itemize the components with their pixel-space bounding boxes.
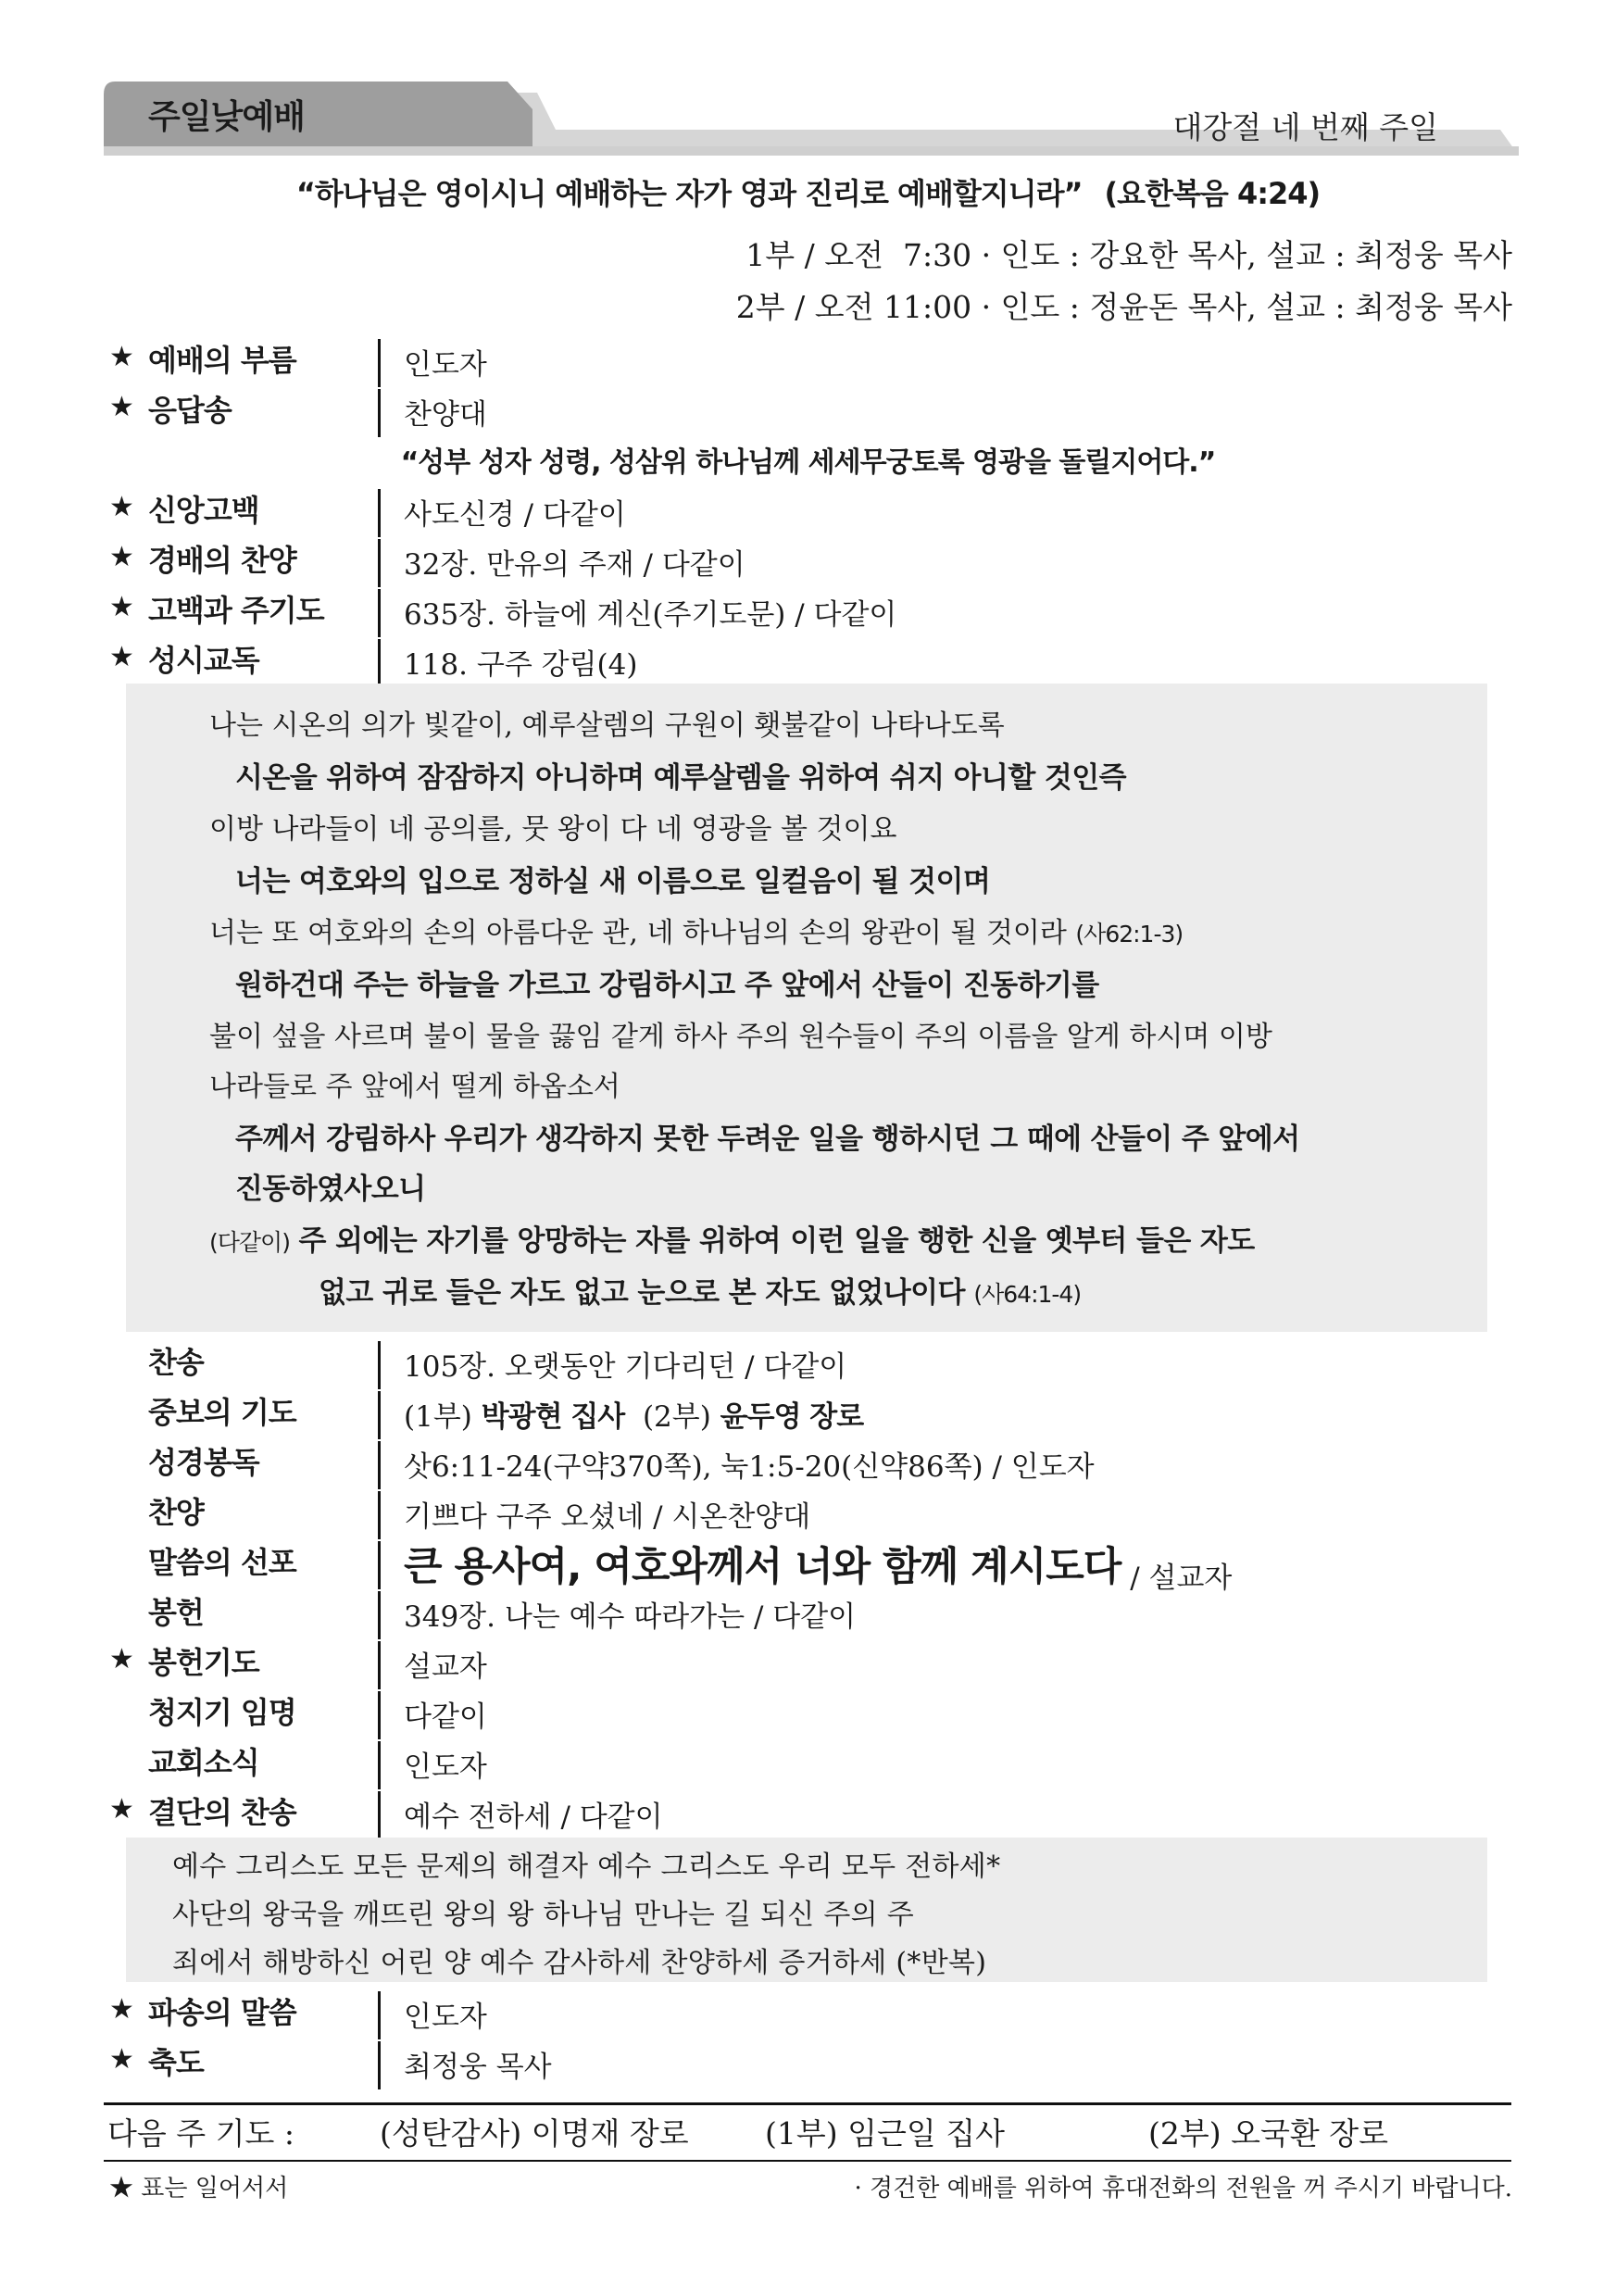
reading-text: 없고 귀로 들은 자도 없고 눈으로 본 자도 없었나이다 [319,1276,965,1310]
order-value: 다같이 [404,1700,487,1734]
footer-rule-bottom [104,2160,1511,2162]
order-row [109,1789,1517,1839]
order-label: 청지기 임명 [148,1695,296,1730]
service-2: 2부 / 오전 11:00 · 인도 : 정윤돈 목사, 설교 : 최정웅 목사 [735,289,1512,325]
star-icon: ★ [109,391,134,423]
intercessor-service-1: (1부) [404,1400,482,1434]
order-label: 축도 [148,2045,204,2080]
reading-unison-line [319,1269,1081,1311]
order-row [109,387,1517,437]
order-value: 예수 전하세 / 다같이 [404,1800,663,1834]
reading-leader-line: 불이 섶을 사르며 불이 물을 끓임 같게 하사 주의 원수들이 주의 이름을 알게 하시며 이방 [209,1021,1272,1053]
next-week-label: 다음 주 기도 : [107,2115,294,2152]
order-row [109,1489,1517,1539]
order-value: 최정웅 목사 [404,2051,552,2084]
order-label: 찬송 [148,1345,204,1380]
order-label: 예배의 부름 [148,343,296,378]
star-icon: ★ [109,491,134,523]
hymn-line: 죄에서 해방하신 어린 양 예수 감사하세 찬양하세 증거하세 (*반복) [172,1947,987,1979]
intercessor-1: 박광현 집사 [481,1400,625,1434]
verse-text: “하나님은 영이시니 예배하는 자가 영과 진리로 예배할지니라” [295,176,1083,211]
theme-verse [0,170,1616,213]
reading-congregation-line: 시온을 위하여 잠잠하지 아니하며 예루살렘을 위하여 쉬지 아니할 것인즉 [235,761,1126,795]
order-row [109,1739,1517,1789]
gloria-patri: “성부 성자 성령, 성삼위 하나님께 세세무궁토록 영광을 돌릴지어다.” [400,446,1216,479]
reading-congregation-line: 너는 여호와의 입으로 정하실 새 이름으로 일컬음이 될 것이며 [235,865,991,898]
reading-leader-line: 나라들로 주 앞에서 떨게 하옵소서 [209,1071,620,1103]
stand-note: ★ 표는 일어서서 [109,2175,289,2202]
order-label: 교회소식 [148,1745,259,1780]
hymn-line: 사단의 왕국을 깨뜨린 왕의 왕 하나님 만나는 길 되신 주의 주 [172,1899,915,1931]
divider [378,639,381,687]
divider [378,339,381,387]
phone-note: · 경건한 예배를 위하여 휴대전화의 전원을 꺼 주시기 바랍니다. [854,2175,1512,2202]
liturgical-week: 대강절 네 번째 주일 [1172,109,1438,145]
order-row [109,1439,1517,1489]
reading-leader-line: 나는 시온의 의가 빛같이, 예루살렘의 구원이 횃불같이 나타나도록 [209,709,1005,742]
star-icon: ★ [109,541,134,573]
order-value: 찬양대 [404,398,487,432]
order-value: 인도자 [404,1750,487,1784]
divider [378,1591,381,1639]
reading-leader-line [209,910,1183,950]
reading-unison-line [209,1217,1255,1259]
divider [378,1441,381,1489]
order-row [109,587,1517,637]
order-row [109,1389,1517,1439]
star-icon: ★ [109,2043,134,2076]
reading-citation: (사64:1-4) [973,1281,1082,1308]
order-value: 105장. 오랫동안 기다리던 / 다같이 [404,1350,847,1384]
page-title: 주일낮예배 [148,98,305,136]
order-value: 사도신경 / 다같이 [404,498,626,532]
order-value: 32장. 만유의 주재 / 다같이 [404,548,745,582]
reading-congregation-line: 원하건대 주는 하늘을 가르고 강림하시고 주 앞에서 산들이 진동하기를 [235,969,1099,1002]
star-icon: ★ [109,641,134,673]
order-row [109,1339,1517,1389]
verse-reference: (요한복음 4:24) [1104,176,1321,211]
divider [378,1991,381,2039]
order-label: 파송의 말씀 [148,1995,296,2030]
order-value [404,1393,863,1435]
order-label: 찬양 [148,1495,204,1530]
divider [378,1791,381,1839]
reading-text: 너는 또 여호와의 손의 아름다운 관, 네 하나님의 손의 왕관이 될 것이라 [209,917,1067,949]
order-label: 중보의 기도 [148,1395,296,1430]
order-row [109,637,1517,687]
reading-text: 주 외에는 자기를 앙망하는 자를 위하여 이런 일을 행한 신을 옛부터 들은 자도 [298,1224,1255,1258]
next-week-second-service: (2부) 오국환 장로 [1148,2115,1388,2152]
divider [378,1691,381,1739]
order-label: 신앙고백 [148,493,259,528]
star-icon: ★ [109,341,134,373]
order-label: 응답송 [148,393,232,428]
order-row [109,337,1517,387]
reading-congregation-line: 진동하였사오니 [235,1173,426,1206]
sermon-title: 큰 용사여, 여호와께서 너와 함께 계시도다 [404,1544,1121,1590]
order-label: 결단의 찬송 [148,1795,296,1830]
intercessor-service-2: (2부) [624,1400,720,1434]
next-week-first-service: (1부) 임근일 집사 [765,2115,1005,2152]
divider [378,589,381,637]
intercessor-2: 윤두영 장로 [720,1400,864,1434]
order-row [109,1589,1517,1639]
divider [378,1541,381,1589]
order-value: 인도자 [404,348,487,382]
service-1: 1부 / 오전 7:30 · 인도 : 강요한 목사, 설교 : 최정웅 목사 [745,237,1512,273]
order-value: 635장. 하늘에 계신(주기도문) / 다같이 [404,598,897,632]
order-value: 기쁘다 구주 오셨네 / 시온찬양대 [404,1500,811,1534]
sermon-preacher: / 설교자 [1121,1562,1233,1595]
order-value: 삿6:11-24(구약370쪽), 눅1:5-20(신약86쪽) / 인도자 [404,1450,1095,1484]
reading-citation: (사62:1-3) [1075,921,1184,947]
order-label: 봉헌 [148,1595,204,1630]
order-row [109,1639,1517,1689]
divider [378,1341,381,1389]
divider [378,2041,381,2089]
footer-rule-top [104,2102,1511,2105]
order-label: 경배의 찬양 [148,543,296,578]
order-label: 말씀의 선포 [148,1545,296,1580]
order-row [109,487,1517,537]
reading-leader-line: 이방 나라들이 네 공의를, 뭇 왕이 다 네 영광을 볼 것이요 [209,813,897,846]
divider [378,389,381,437]
hymn-line: 예수 그리스도 모든 문제의 해결자 예수 그리스도 우리 모두 전하세* [172,1851,1001,1883]
order-row [109,1539,1517,1595]
next-week-thanksgiving: (성탄감사) 이명재 장로 [380,2115,689,2152]
divider [378,1641,381,1689]
divider [378,1741,381,1789]
order-value: 인도자 [404,2001,487,2034]
order-row [109,537,1517,587]
star-icon: ★ [109,591,134,623]
star-icon: ★ [109,1643,134,1675]
order-value: 349장. 나는 예수 따라가는 / 다같이 [404,1600,857,1634]
star-icon: ★ [109,1993,134,2026]
unison-marker: (다같이) [209,1229,290,1256]
star-icon: ★ [109,1793,134,1826]
order-label: 성시교독 [148,643,259,678]
order-value: 118. 구주 강림(4) [404,648,638,682]
order-label: 성경봉독 [148,1445,259,1480]
order-value: 설교자 [404,1650,487,1684]
divider [378,489,381,537]
divider [378,1491,381,1539]
order-row [109,1689,1517,1739]
divider [378,1391,381,1439]
divider [378,539,381,587]
order-row [109,2039,1517,2089]
order-label: 봉헌기도 [148,1645,259,1680]
order-label: 고백과 주기도 [148,593,324,628]
order-row [109,1989,1517,2039]
reading-congregation-line: 주께서 강림하사 우리가 생각하지 못한 두려운 일을 행하시던 그 때에 산들이 주 앞에서 [235,1123,1300,1156]
